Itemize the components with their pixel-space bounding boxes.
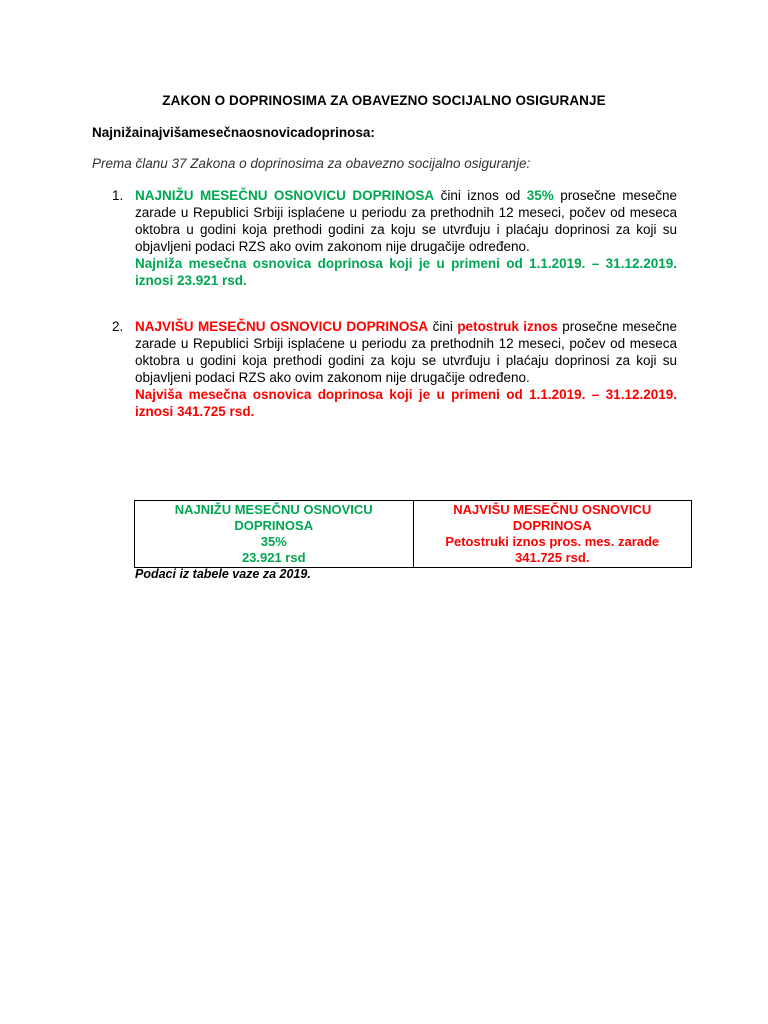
list-number: 2. bbox=[112, 319, 124, 334]
item-summary-line: iznosi 23.921 rsd. bbox=[135, 273, 247, 288]
item-summary-line: iznosi 341.725 rsd. bbox=[135, 404, 255, 419]
list-number: 1. bbox=[112, 188, 124, 203]
table-cell-maximum bbox=[413, 501, 692, 568]
document-title: ZAKON O DOPRINOSIMA ZA OBAVEZNO SOCIJALNO OSIGURANJE bbox=[162, 93, 606, 108]
item-highlight: 35% bbox=[526, 188, 554, 203]
item-text: prosečne mesečne zarade u Republici Srbiji isplaćene u periodu za prethodnih 12 meseci, počev od meseca oktobra u godini koja prethodi godini za koju se utvrđuju i plaćaju doprinosi za koji su objavljeni podaci RZS ako ovim zakonom nije drugačije određeno. bbox=[135, 188, 677, 254]
item-text: čini bbox=[428, 319, 458, 334]
section-heading: Najnižainajvišamesečnaosnovicadoprinosa: bbox=[92, 125, 375, 140]
list-item-maximum bbox=[112, 318, 677, 420]
cell-line: Petostruki iznos pros. mes. zarade bbox=[445, 534, 660, 549]
cell-line: 35% bbox=[260, 534, 287, 549]
item-text: prosečne mesečne zarade u Republici Srbiji isplaćene u periodu za prethodnih 12 meseci, počev od meseca oktobra u godini koja prethodi godini za koju se utvrđuju i plaćaju doprinosi za koji su objavljeni podaci RZS ako ovim zakonom nije drugačije određeno. bbox=[135, 319, 677, 385]
list-item-minimum bbox=[112, 187, 677, 289]
item-text: čini iznos od bbox=[434, 188, 527, 203]
item-lead-text: NAJNIŽU MESEČNU OSNOVICU DOPRINOSA bbox=[135, 188, 435, 203]
table-note: Podaci iz tabele vaze za 2019. bbox=[135, 567, 311, 581]
cell-line: DOPRINOSA bbox=[234, 518, 314, 533]
cell-line: 341.725 rsd. bbox=[515, 550, 590, 565]
cell-line: NAJNIŽU MESEČNU OSNOVICU bbox=[174, 502, 373, 517]
table-cell-minimum bbox=[135, 501, 414, 568]
cell-line: NAJVIŠU MESEČNU OSNOVICU bbox=[453, 502, 652, 517]
intro-text: Prema članu 37 Zakona o doprinosima za obavezno socijalno osiguranje: bbox=[92, 156, 531, 171]
table-row bbox=[135, 501, 692, 568]
list-item-body bbox=[135, 187, 677, 289]
item-summary-line: Najviša mesečna osnovica doprinosa koji je u primeni od 1.1.2019. – 31.12.2019. bbox=[135, 387, 677, 402]
cell-line: 23.921 rsd bbox=[241, 550, 306, 565]
item-summary-line: Najniža mesečna osnovica doprinosa koji je u primeni od 1.1.2019. – 31.12.2019. bbox=[135, 256, 677, 271]
cell-line: DOPRINOSA bbox=[512, 518, 592, 533]
list-item-body bbox=[135, 318, 677, 420]
item-highlight: petostruk iznos bbox=[457, 319, 558, 334]
summary-table bbox=[134, 500, 692, 568]
item-lead-text: NAJVIŠU MESEČNU OSNOVICU DOPRINOSA bbox=[135, 319, 429, 334]
